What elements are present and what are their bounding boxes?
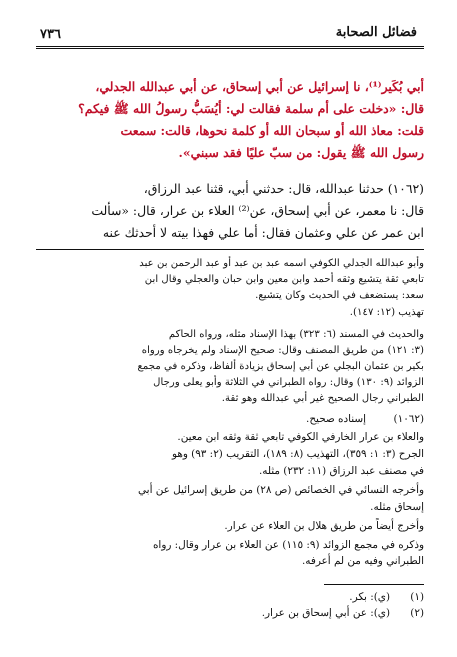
footnote-line: الطبراني وفيه من لم أعرفه. (301, 555, 424, 567)
header-rule (36, 46, 424, 47)
footnote-line: تابعي ثقة يتشيع وثقه أحمد وابن معين وابن حبان والعجلي وقال ابن (144, 274, 424, 285)
footnote-line: سعد: يستضعف في الحديث وكان يتشيع. (255, 290, 424, 301)
footnote-line: إسناده صحيح. (306, 413, 366, 425)
body-line-5: (١٠٦٢) حدثنا عبدالله، قال: حدثني أبي، قثنا عبد الرزاق، (143, 181, 424, 196)
header-rule-double (36, 48, 424, 49)
endnote-separator (324, 584, 424, 585)
body-line-7: ابن عمر عن علي وعثمان فقال: أما علي فهذا بيته لا أحدثك عنه (102, 225, 424, 240)
page-number: ٧٣٦ (40, 27, 61, 42)
footnote-separator (36, 249, 424, 250)
footnote-line: والحديث في المسند (٦: ٣٢٣) بهذا الإسناد مثله، ورواه الحاكم (168, 329, 424, 340)
footnote-line: الطبراني رجال الصحيح غير أبي عبدالله وهو ثقة. (221, 393, 424, 404)
footnote-line: الجرح (٣: ١: ٣٥٩)، التهذيب (٨: ١٨٩)، التقريب (٢: ٩٣) وهو (171, 448, 424, 460)
body-line-4: رسول الله ﷺ يقول: من سبّ عليًا فقد سبني». (178, 145, 424, 160)
endnote-text: (ي): عن أبي إسحاق بن عرار. (261, 607, 390, 619)
footnote-line: إسحاق مثله. (370, 501, 424, 513)
body-line-2: قال: «دخلت على أم سلمة فقالت لي: أيُسَبُّ رسولُ الله ﷺ فيكم؟ (78, 101, 424, 116)
body-line-6: قال: نا معمر، عن أبي إسحاق، عن⁽²⁾ العلاء بن عرار، قال: «سألت (91, 203, 424, 218)
endnote-text: (ي): بكر. (349, 591, 390, 603)
footnote-line: تهذيب (١٢: ١٤٧). (349, 307, 424, 318)
body-line-3: قلت: معاذ الله أو سبحان الله أو كلمة نحوها، قالت: سمعت (120, 123, 424, 138)
footnote-line: في مصنف عبد الرزاق (١١: ٢٣٢) مثله. (258, 465, 424, 477)
footnote-line: (٣: ١٢١) من طريق المصنف وقال: صحيح الإسناد ولم يخرجاه ورواه (141, 345, 424, 356)
book-title: فضائل الصحابة (335, 25, 417, 40)
footnote-line: بكير بن عثمان البجلي عن أبي إسحاق بزيادة ألفاظ، وذكره في مجمع (137, 361, 424, 372)
footnote-line: وذكره في مجمع الزوائد (٩: ١١٥) عن العلاء بن عرار وقال: رواه (152, 539, 424, 551)
footnote-number-1062: (١٠٦٢) (393, 413, 424, 425)
footnote-line: الزوائد (٩: ١٣٠) وقال: رواه الطبراني في الثلاثة وأبو يعلى ورجال (153, 377, 424, 388)
footnote-line: وأخرجه النسائي في الخصائص (ص ٢٨) من طريق إسرائيل عن أبي (138, 484, 424, 496)
footnote-line: والعلاء بن عرار الخارفي الكوفي تابعي ثقة وثقه ابن معين. (177, 431, 424, 443)
endnote-number: (١) (410, 591, 424, 603)
footnote-line: وأخرج أيضاً من طريق هلال بن العلاء عن عرار. (224, 520, 424, 532)
body-line-1: أبي بُكَير⁽¹⁾، نا إسرائيل عن أبي إسحاق، عن أبي عبدالله الجدلي، (95, 79, 424, 94)
footnote-line: وأبو عبدالله الجدلي الكوفي اسمه عبد بن عبد أو عبد الرحمن بن عبد (139, 258, 424, 269)
endnote-number: (٢) (410, 607, 424, 619)
